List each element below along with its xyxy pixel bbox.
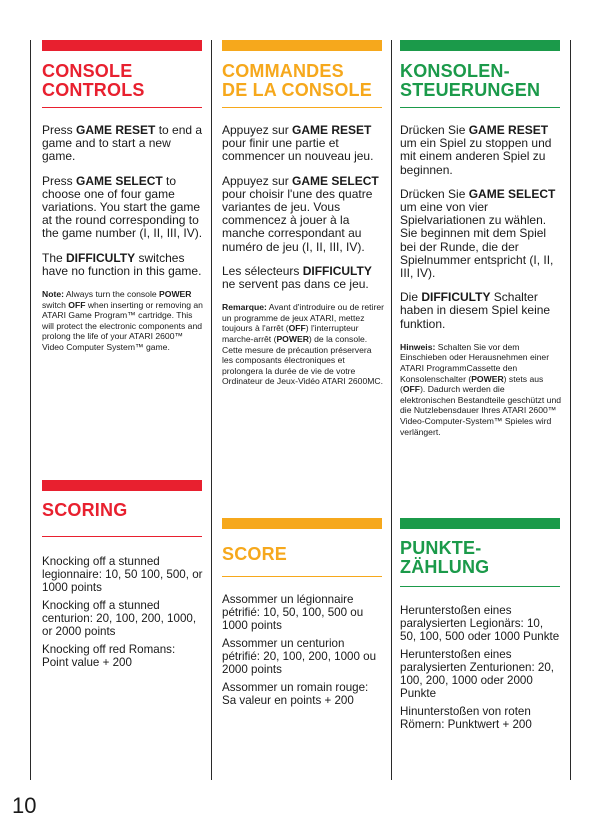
french-column <box>222 40 384 707</box>
english-difficulty-text: The DIFFICULTY switches have no function in this game. <box>42 250 202 278</box>
german-heading-line-2: STEUERUNGEN <box>400 80 541 100</box>
german-scoring-bar <box>400 518 560 529</box>
french-scoring-heading: SCORE <box>222 544 288 564</box>
column-rule-left <box>30 40 31 780</box>
score-item: Assommer un centurion pétrifié: 20, 100, 200, 1000 ou 2000 points <box>222 637 377 676</box>
german-scoring-section <box>400 518 562 736</box>
german-color-bar <box>400 40 560 51</box>
french-heading-rule <box>222 107 382 108</box>
french-scoring-bar <box>222 518 382 529</box>
german-scoring-rule <box>400 586 560 587</box>
english-scoring-rule <box>42 536 202 537</box>
german-heading-rule <box>400 107 560 108</box>
french-heading-line-1: COMMANDES <box>222 61 344 81</box>
column-rule-2 <box>391 40 392 780</box>
french-heading <box>222 62 384 100</box>
english-heading-line-2: CONTROLS <box>42 80 145 100</box>
english-note: Note: Always turn the console POWER switch OFF when inserting or removing an ATARI Game Program™ cartridge. This will protect the electronic components and prolong the life of your ATARI 2600™ Video Computer System™ game. <box>42 289 203 352</box>
french-game-reset-text: Appuyez sur GAME RESET pour finir une partie et commencer un nouveau jeu. <box>222 123 374 164</box>
english-game-select-text: Press GAME SELECT to choose one of four game variations. You start the game at the round corresponding to the game number (I, II, III, IV). <box>42 173 203 241</box>
english-game-reset-text: Press GAME RESET to end a game and to start a new game. <box>42 123 203 164</box>
english-heading-rule <box>42 107 202 108</box>
score-item: Knocking off red Romans: Point value + 200 <box>42 643 176 669</box>
german-scoring-heading-line-2: ZÄHLUNG <box>400 557 490 577</box>
german-note: Hinweis: Schalten Sie vor dem Einschieben oder Herausnehmen einer ATARI ProgrammCassette den Konsolenschalter (POWER) stets aus (OFF). Dadurch werden die elektronischen Bestandteile geschützt und die Nutzlebensdauer Ihres ATARI 2600™ Video-Computer-System™ Spieles wird verlängert. <box>400 341 561 437</box>
german-scoring-heading-line-1: PUNKTE- <box>400 538 482 558</box>
page-number: 10 <box>12 793 37 818</box>
english-heading-line-1: CONSOLE <box>42 61 133 81</box>
german-game-reset-text: Drücken Sie GAME RESET um ein Spiel zu stoppen und mit einem anderen Spiel zu beginnen. <box>400 123 552 177</box>
score-item: Herunterstoßen eines paralysierten Zenturionen: 20, 100, 200, 1000 oder 2000 Punkte <box>400 648 555 700</box>
english-column <box>42 40 204 669</box>
english-scoring-heading: SCORING <box>42 500 128 520</box>
score-item: Knocking off a stunned legionnaire: 10, 50 100, 500, or 1000 points <box>42 555 203 594</box>
german-game-select-text: Drücken Sie GAME SELECT um eine von vier Spielvariationen zu wählen. Sie beginnen mit dem Spiel bei der Runde, die der Spielnummer entspricht (I, II, III, IV). <box>400 186 556 281</box>
score-item: Assommer un romain rouge: Sa valeur en points + 200 <box>222 681 369 707</box>
french-difficulty-text: Les sélecteurs DIFFICULTY ne servent pas dans ce jeu. <box>222 263 372 292</box>
english-scoring-bar <box>42 480 202 491</box>
score-item: Knocking off a stunned centurion: 20, 100, 200, 1000, or 2000 points <box>42 599 197 638</box>
french-scoring-rule <box>222 576 382 577</box>
score-item: Assommer un légionnaire pétrifié: 10, 50, 100, 500 ou 1000 points <box>222 593 364 632</box>
column-rule-1 <box>211 40 212 780</box>
english-scoring-section <box>42 480 204 674</box>
french-scoring-section <box>222 518 384 712</box>
english-color-bar <box>42 40 202 51</box>
german-scoring-heading <box>400 539 562 577</box>
french-color-bar <box>222 40 382 51</box>
score-item: Hinunterstoßen von roten Römern: Punktwert + 200 <box>400 705 532 731</box>
french-note: Remarque: Avant d'introduire ou de retirer un programme de jeux ATARI, mettez toujours à l'arrêt (OFF) l'interrupteur marche-arrêt (POWER) de la console. Cette mesure de précaution préservera les composants électroniques et prolongera la durée de vie de votre Ordinateur de Jeux-Vidéo ATARI 2600MC. <box>222 302 384 387</box>
english-heading <box>42 62 204 100</box>
german-difficulty-text: Die DIFFICULTY Schalter haben in diesem Spiel keine funktion. <box>400 290 551 331</box>
column-rule-right <box>570 40 571 780</box>
german-column <box>400 40 562 731</box>
french-heading-line-2: DE LA CONSOLE <box>222 80 372 100</box>
german-heading <box>400 62 562 100</box>
german-heading-line-1: KONSOLEN- <box>400 61 510 81</box>
score-item: Herunterstoßen eines paralysierten Legionärs: 10, 50, 100, 500 oder 1000 Punkte <box>400 604 560 643</box>
french-game-select-text: Appuyez sur GAME SELECT pour choisir l'une des quatre variantes de jeu. Vous commencez à jouer à la manche correspondant au numéro de jeu (I, II, III, IV). <box>222 173 379 254</box>
